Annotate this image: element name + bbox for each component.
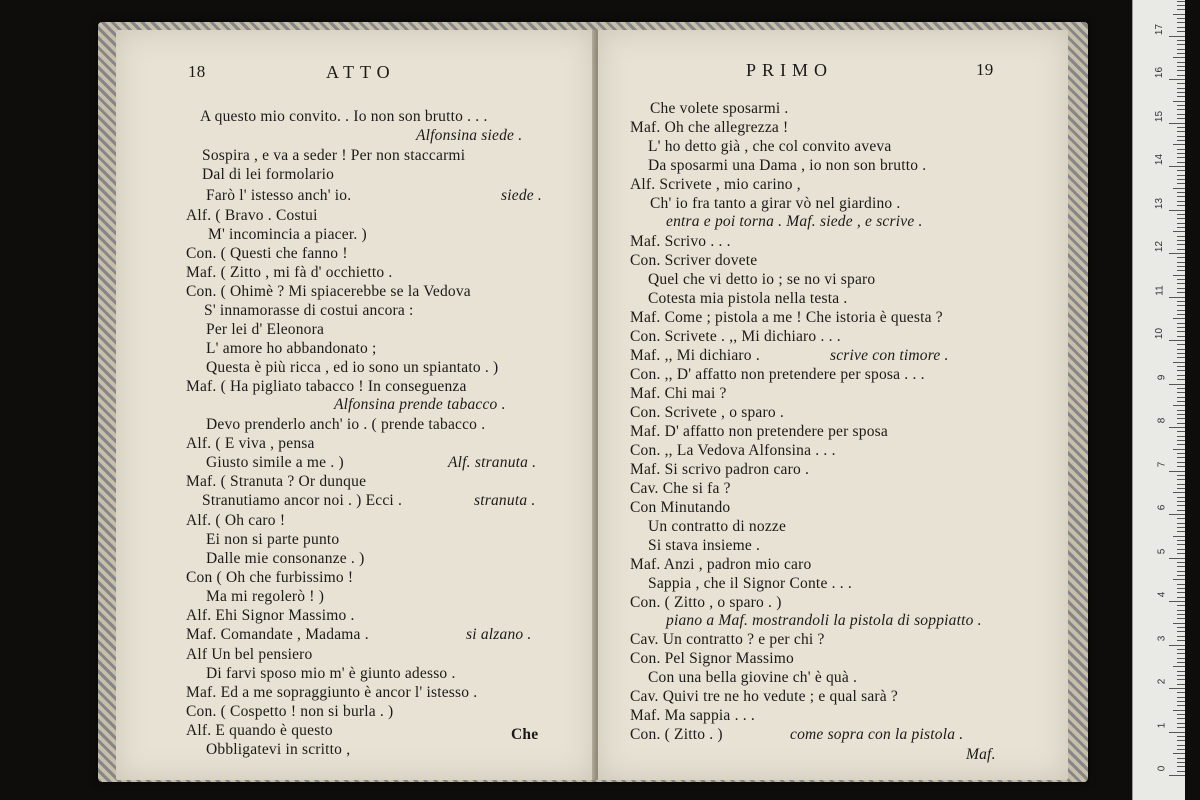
ruler-tick bbox=[1173, 318, 1185, 319]
ruler-tick bbox=[1177, 588, 1185, 589]
text-line: Con ( Oh che furbissimo ! bbox=[186, 569, 354, 586]
ruler-tick bbox=[1177, 379, 1185, 380]
ruler-tick bbox=[1177, 736, 1185, 737]
ruler-tick bbox=[1177, 431, 1185, 432]
left-page bbox=[116, 30, 594, 780]
ruler-tick bbox=[1173, 188, 1185, 189]
text-line: Maf. Comandate , Madama . bbox=[186, 626, 369, 643]
ruler-tick bbox=[1173, 144, 1185, 145]
ruler-tick bbox=[1177, 331, 1185, 332]
text-line: Che volete sposarmi . bbox=[650, 100, 789, 117]
ruler-tick bbox=[1177, 153, 1185, 154]
ruler-tick bbox=[1169, 558, 1185, 559]
ruler-tick bbox=[1177, 266, 1185, 267]
ruler-tick bbox=[1177, 22, 1185, 23]
ruler-tick bbox=[1177, 745, 1185, 746]
stage-direction: si alzano . bbox=[466, 626, 532, 643]
ruler-number: 16 bbox=[1153, 66, 1165, 79]
ruler-tick bbox=[1173, 579, 1185, 580]
ruler-tick bbox=[1177, 597, 1185, 598]
ruler-tick bbox=[1177, 288, 1185, 289]
stage-direction: come sopra con la pistola . bbox=[790, 726, 964, 743]
text-line: Maf. ( Stranuta ? Or dunque bbox=[186, 473, 367, 490]
stage-direction: Alfonsina siede . bbox=[416, 127, 523, 144]
ruler-tick bbox=[1177, 214, 1185, 215]
ruler-tick bbox=[1177, 505, 1185, 506]
text-line: L' ho detto già , che col convito aveva bbox=[648, 138, 892, 155]
right-page bbox=[598, 30, 1068, 780]
catchword: Maf. bbox=[966, 746, 996, 763]
ruler-number: 6 bbox=[1156, 504, 1168, 511]
text-line: Cav. Un contratto ? e per chi ? bbox=[630, 631, 825, 648]
ruler-tick bbox=[1177, 9, 1185, 10]
text-line: S' innamorasse di costui ancora : bbox=[204, 302, 414, 319]
ruler-tick bbox=[1177, 758, 1185, 759]
text-line: Con Minutando bbox=[630, 499, 731, 516]
ruler-number: 17 bbox=[1153, 23, 1165, 35]
ruler-tick bbox=[1177, 771, 1185, 772]
ruler-tick bbox=[1177, 223, 1185, 224]
ruler-tick bbox=[1177, 649, 1185, 650]
ruler-tick bbox=[1177, 31, 1185, 32]
ruler-number: 5 bbox=[1156, 548, 1168, 554]
text-line: Con. ,, D' affatto non pretendere per sposa . . . bbox=[630, 366, 925, 383]
ruler-tick bbox=[1177, 653, 1185, 654]
text-line: Farò l' istesso anch' io. bbox=[206, 187, 352, 204]
ruler-tick bbox=[1169, 471, 1185, 472]
text-line: Da sposarmi una Dama , io non son brutto . bbox=[648, 157, 927, 174]
ruler-number: 9 bbox=[1156, 374, 1168, 380]
ruler-tick bbox=[1173, 492, 1185, 493]
ruler-tick bbox=[1177, 314, 1185, 315]
ruler-tick bbox=[1173, 14, 1185, 15]
ruler-tick bbox=[1177, 766, 1185, 767]
ruler-tick bbox=[1173, 623, 1185, 624]
ruler-tick bbox=[1177, 179, 1185, 180]
ruler-tick bbox=[1177, 475, 1185, 476]
text-line: Maf. Anzi , padron mio caro bbox=[630, 556, 812, 573]
text-line: Alf. Scrivete , mio carino , bbox=[630, 176, 801, 193]
ruler-tick bbox=[1169, 688, 1185, 689]
ruler-tick bbox=[1177, 749, 1185, 750]
ruler-tick bbox=[1177, 423, 1185, 424]
ruler-number: 10 bbox=[1153, 327, 1165, 340]
ruler-tick bbox=[1177, 196, 1185, 197]
ruler-tick bbox=[1177, 96, 1185, 97]
ruler-tick bbox=[1177, 283, 1185, 284]
text-line: Con. ( Zitto , o sparo . ) bbox=[630, 594, 782, 611]
text-line: Maf. ( Ha pigliato tabacco ! In conseguenza bbox=[186, 378, 467, 395]
ruler-number: 3 bbox=[1156, 635, 1168, 641]
ruler-tick bbox=[1177, 684, 1185, 685]
ruler-tick bbox=[1169, 79, 1185, 80]
ruler-tick bbox=[1177, 414, 1185, 415]
ruler-tick bbox=[1177, 718, 1185, 719]
ruler-tick bbox=[1177, 292, 1185, 293]
ruler-tick bbox=[1177, 462, 1185, 463]
ruler-tick bbox=[1177, 323, 1185, 324]
ruler-tick bbox=[1177, 457, 1185, 458]
text-line: Per lei d' Eleonora bbox=[206, 321, 325, 338]
ruler-tick bbox=[1177, 175, 1185, 176]
ruler-tick bbox=[1169, 210, 1185, 211]
ruler-tick bbox=[1169, 601, 1185, 602]
ruler-tick bbox=[1177, 740, 1185, 741]
open-book bbox=[98, 22, 1088, 782]
text-line: Con. Scrivete , o sparo . bbox=[630, 404, 784, 421]
ruler-tick bbox=[1177, 549, 1185, 550]
ruler-tick bbox=[1173, 362, 1185, 363]
ruler-tick bbox=[1169, 427, 1185, 428]
ruler-tick bbox=[1177, 566, 1185, 567]
ruler-tick bbox=[1177, 631, 1185, 632]
ruler-tick bbox=[1177, 553, 1185, 554]
stage-direction: entra e poi torna . Maf. siede , e scrive . bbox=[666, 213, 923, 230]
ruler-tick bbox=[1173, 666, 1185, 667]
ruler-tick bbox=[1177, 205, 1185, 206]
stage-direction: piano a Maf. mostrandoli la pistola di soppiatto . bbox=[666, 612, 982, 629]
ruler-tick bbox=[1177, 562, 1185, 563]
ruler-tick bbox=[1177, 140, 1185, 141]
ruler-tick bbox=[1169, 340, 1185, 341]
text-line: Devo prenderlo anch' io . ( prende tabacco . bbox=[206, 416, 486, 433]
ruler-tick bbox=[1177, 249, 1185, 250]
text-line: Questa è più ricca , ed io sono un spiantato . ) bbox=[206, 359, 499, 376]
ruler-tick bbox=[1177, 605, 1185, 606]
ruler-tick bbox=[1177, 488, 1185, 489]
text-line: Maf. Si scrivo padron caro . bbox=[630, 461, 810, 478]
text-line: Quel che vi detto io ; se no vi sparo bbox=[648, 271, 876, 288]
ruler-tick bbox=[1177, 544, 1185, 545]
text-line: Ma mi regolerò ! ) bbox=[206, 588, 325, 605]
ruler-tick bbox=[1173, 231, 1185, 232]
ruler-tick bbox=[1177, 584, 1185, 585]
ruler-tick bbox=[1177, 327, 1185, 328]
text-line: Maf. ,, Mi dichiaro . bbox=[630, 347, 760, 364]
ruler-number: 11 bbox=[1154, 284, 1166, 296]
text-line: Cav. Che si fa ? bbox=[630, 480, 731, 497]
text-line: Con. ( Ohimè ? Mi spiacerebbe se la Vedova bbox=[186, 283, 471, 300]
ruler-tick bbox=[1177, 109, 1185, 110]
ruler-tick bbox=[1177, 305, 1185, 306]
ruler-tick bbox=[1173, 449, 1185, 450]
ruler-tick bbox=[1169, 166, 1185, 167]
ruler-tick bbox=[1177, 497, 1185, 498]
ruler-tick bbox=[1177, 336, 1185, 337]
ruler-tick bbox=[1177, 627, 1185, 628]
ruler-tick bbox=[1173, 405, 1185, 406]
stage-direction: siede . bbox=[501, 187, 542, 204]
ruler-tick bbox=[1169, 384, 1185, 385]
text-line: Con una bella giovine ch' è quà . bbox=[648, 669, 858, 686]
ruler-tick bbox=[1173, 101, 1185, 102]
text-line: Sappia , che il Signor Conte . . . bbox=[648, 575, 852, 592]
ruler-tick bbox=[1177, 531, 1185, 532]
text-line: Alf Un bel pensiero bbox=[186, 646, 313, 663]
ruler-tick bbox=[1177, 610, 1185, 611]
ruler-tick bbox=[1177, 675, 1185, 676]
ruler-tick bbox=[1177, 92, 1185, 93]
ruler-tick bbox=[1177, 510, 1185, 511]
ruler-tick bbox=[1177, 418, 1185, 419]
ruler-tick bbox=[1173, 57, 1185, 58]
ruler-tick bbox=[1177, 83, 1185, 84]
ruler-tick bbox=[1177, 301, 1185, 302]
ruler-tick bbox=[1169, 514, 1185, 515]
ruler-tick bbox=[1177, 88, 1185, 89]
ruler-tick bbox=[1177, 392, 1185, 393]
ruler-tick bbox=[1177, 501, 1185, 502]
ruler-tick bbox=[1177, 679, 1185, 680]
ruler-number: 15 bbox=[1153, 110, 1165, 122]
ruler-tick bbox=[1177, 701, 1185, 702]
ruler-tick bbox=[1177, 444, 1185, 445]
ruler-tick bbox=[1177, 105, 1185, 106]
ruler-number: 8 bbox=[1156, 417, 1168, 424]
ruler-tick bbox=[1177, 344, 1185, 345]
ruler-number: 12 bbox=[1153, 240, 1165, 253]
ruler-tick bbox=[1177, 183, 1185, 184]
text-line: M' incomincia a piacer. ) bbox=[208, 226, 367, 243]
stage-direction: scrive con timore . bbox=[830, 347, 949, 364]
text-line: Ei non si parte punto bbox=[206, 531, 340, 548]
text-line: Cav. Quivi tre ne ho vedute ; e qual sarà ? bbox=[630, 688, 898, 705]
ruler-number: 2 bbox=[1156, 678, 1168, 685]
ruler-tick bbox=[1177, 618, 1185, 619]
text-line: Alf. ( Oh caro ! bbox=[186, 512, 286, 529]
ruler-tick bbox=[1177, 692, 1185, 693]
ruler-tick bbox=[1173, 536, 1185, 537]
ruler-tick bbox=[1177, 523, 1185, 524]
ruler-tick bbox=[1177, 114, 1185, 115]
ruler-tick bbox=[1177, 697, 1185, 698]
ruler-tick bbox=[1177, 136, 1185, 137]
text-line: Maf. Scrivo . . . bbox=[630, 233, 731, 250]
page-number: 19 bbox=[976, 60, 994, 79]
ruler-tick bbox=[1177, 527, 1185, 528]
ruler-tick bbox=[1177, 201, 1185, 202]
text-line: Con. ( Zitto . ) bbox=[630, 726, 723, 743]
ruler-tick bbox=[1169, 36, 1185, 37]
text-line: Alf. ( E viva , pensa bbox=[186, 435, 315, 452]
text-line: Un contratto di nozze bbox=[648, 518, 787, 535]
text-line: Con. ( Questi che fanno ! bbox=[186, 245, 348, 262]
ruler-tick bbox=[1177, 192, 1185, 193]
ruler-tick bbox=[1177, 262, 1185, 263]
ruler-tick bbox=[1177, 388, 1185, 389]
ruler-tick bbox=[1177, 540, 1185, 541]
catchword: Che bbox=[511, 726, 539, 743]
ruler-tick bbox=[1177, 118, 1185, 119]
ruler-tick bbox=[1177, 27, 1185, 28]
text-line: Maf. Chi mai ? bbox=[630, 385, 727, 402]
text-line: Maf. Ma sappia . . . bbox=[630, 707, 755, 724]
ruler-tick bbox=[1169, 732, 1185, 733]
ruler-tick bbox=[1173, 275, 1185, 276]
page-number: 18 bbox=[188, 62, 206, 81]
ruler-tick bbox=[1177, 244, 1185, 245]
text-line: Con. ( Cospetto ! non si burla . ) bbox=[186, 703, 394, 720]
text-line: Si stava insieme . bbox=[648, 537, 761, 554]
ruler-tick bbox=[1177, 236, 1185, 237]
ruler-tick bbox=[1177, 723, 1185, 724]
ruler-tick bbox=[1177, 705, 1185, 706]
ruler-tick bbox=[1177, 62, 1185, 63]
ruler-tick bbox=[1177, 70, 1185, 71]
ruler-tick bbox=[1177, 44, 1185, 45]
running-head: ATTO bbox=[326, 62, 396, 82]
ruler-tick bbox=[1169, 123, 1185, 124]
ruler-tick bbox=[1177, 714, 1185, 715]
text-line: Sospira , e va a seder ! Per non staccarmi bbox=[202, 147, 466, 164]
ruler-tick bbox=[1177, 401, 1185, 402]
ruler-tick bbox=[1177, 131, 1185, 132]
ruler-tick bbox=[1177, 575, 1185, 576]
text-line: Di farvi sposo mio m' è giunto adesso . bbox=[206, 665, 456, 682]
ruler-tick bbox=[1177, 257, 1185, 258]
ruler-tick bbox=[1177, 370, 1185, 371]
ruler-tick bbox=[1177, 310, 1185, 311]
text-line: Giusto simile a me . ) bbox=[206, 454, 344, 471]
ruler-tick bbox=[1177, 18, 1185, 19]
ruler-number: 0 bbox=[1156, 765, 1168, 772]
ruler-tick bbox=[1177, 149, 1185, 150]
text-line: Con. ,, La Vedova Alfonsina . . . bbox=[630, 442, 836, 459]
ruler-number: 1 bbox=[1156, 722, 1168, 728]
text-line: A questo mio convito. . Io non son brutto . . . bbox=[200, 108, 488, 125]
ruler-tick bbox=[1177, 375, 1185, 376]
ruler-tick bbox=[1177, 410, 1185, 411]
ruler-tick bbox=[1169, 645, 1185, 646]
ruler-tick bbox=[1177, 453, 1185, 454]
ruler-tick bbox=[1177, 170, 1185, 171]
ruler-tick bbox=[1177, 397, 1185, 398]
text-line: Con. Scriver dovete bbox=[630, 252, 758, 269]
ruler-number: 4 bbox=[1156, 591, 1168, 598]
text-line: Ch' io fra tanto a girar vò nel giardino . bbox=[650, 195, 901, 212]
ruler-tick bbox=[1177, 353, 1185, 354]
running-head: PRIMO bbox=[746, 60, 834, 80]
text-line: Alf. E quando è questo bbox=[186, 722, 333, 739]
stage-direction: stranuta . bbox=[474, 492, 536, 509]
ruler-tick bbox=[1177, 162, 1185, 163]
ruler-tick bbox=[1169, 775, 1185, 776]
ruler-tick bbox=[1177, 157, 1185, 158]
text-line: Obbligatevi in scritto , bbox=[206, 741, 351, 758]
ruler-tick bbox=[1177, 218, 1185, 219]
text-line: Maf. D' affatto non pretendere per sposa bbox=[630, 423, 888, 440]
ruler-tick bbox=[1177, 270, 1185, 271]
ruler-tick bbox=[1177, 366, 1185, 367]
ruler-tick bbox=[1177, 762, 1185, 763]
measuring-ruler bbox=[1132, 0, 1185, 800]
text-line: L' amore ho abbandonato ; bbox=[206, 340, 377, 357]
ruler-tick bbox=[1177, 727, 1185, 728]
text-line: Maf. Ed a me sopraggiunto è ancor l' istesso . bbox=[186, 684, 478, 701]
ruler-tick bbox=[1169, 253, 1185, 254]
text-line: Dalle mie consonanze . ) bbox=[206, 550, 365, 567]
ruler-tick bbox=[1177, 240, 1185, 241]
ruler-tick bbox=[1169, 297, 1185, 298]
ruler-tick bbox=[1177, 484, 1185, 485]
ruler-number: 14 bbox=[1153, 153, 1165, 166]
ruler-tick bbox=[1177, 614, 1185, 615]
ruler-tick bbox=[1177, 518, 1185, 519]
text-line: Alf. ( Bravo . Costui bbox=[186, 207, 318, 224]
text-line: Stranutiamo ancor noi . ) Ecci . bbox=[202, 492, 403, 509]
ruler-tick bbox=[1177, 279, 1185, 280]
ruler-tick bbox=[1177, 40, 1185, 41]
ruler-tick bbox=[1177, 66, 1185, 67]
ruler-tick bbox=[1177, 5, 1185, 6]
ruler-tick bbox=[1177, 53, 1185, 54]
ruler-tick bbox=[1177, 357, 1185, 358]
ruler-tick bbox=[1177, 49, 1185, 50]
ruler-tick bbox=[1173, 710, 1185, 711]
text-line: Maf. ( Zitto , mi fà d' occhietto . bbox=[186, 264, 393, 281]
ruler-tick bbox=[1177, 1, 1185, 2]
ruler-tick bbox=[1177, 436, 1185, 437]
ruler-tick bbox=[1177, 640, 1185, 641]
stage-direction: Alf. stranuta . bbox=[448, 454, 537, 471]
ruler-tick bbox=[1177, 479, 1185, 480]
ruler-tick bbox=[1177, 662, 1185, 663]
ruler-tick bbox=[1177, 571, 1185, 572]
ruler-tick bbox=[1177, 671, 1185, 672]
ruler-tick bbox=[1177, 75, 1185, 76]
text-line: Alf. Ehi Signor Massimo . bbox=[186, 607, 355, 624]
ruler-number: 13 bbox=[1153, 197, 1165, 209]
ruler-tick bbox=[1177, 658, 1185, 659]
text-line: Con. Scrivete . ,, Mi dichiaro . . . bbox=[630, 328, 841, 345]
stage-direction: Alfonsina prende tabacco . bbox=[334, 396, 506, 413]
ruler-tick bbox=[1173, 753, 1185, 754]
text-line: Maf. Oh che allegrezza ! bbox=[630, 119, 789, 136]
text-line: Cotesta mia pistola nella testa . bbox=[648, 290, 848, 307]
text-line: Maf. Come ; pistola a me ! Che istoria è questa ? bbox=[630, 309, 943, 326]
ruler-tick bbox=[1177, 227, 1185, 228]
ruler-tick bbox=[1177, 127, 1185, 128]
ruler-tick bbox=[1177, 592, 1185, 593]
text-line: Dal di lei formolario bbox=[202, 166, 335, 183]
ruler-tick bbox=[1177, 349, 1185, 350]
text-line: Con. Pel Signor Massimo bbox=[630, 650, 794, 667]
ruler-tick bbox=[1177, 636, 1185, 637]
ruler-number: 7 bbox=[1156, 461, 1168, 467]
ruler-tick bbox=[1177, 440, 1185, 441]
ruler-tick bbox=[1177, 466, 1185, 467]
